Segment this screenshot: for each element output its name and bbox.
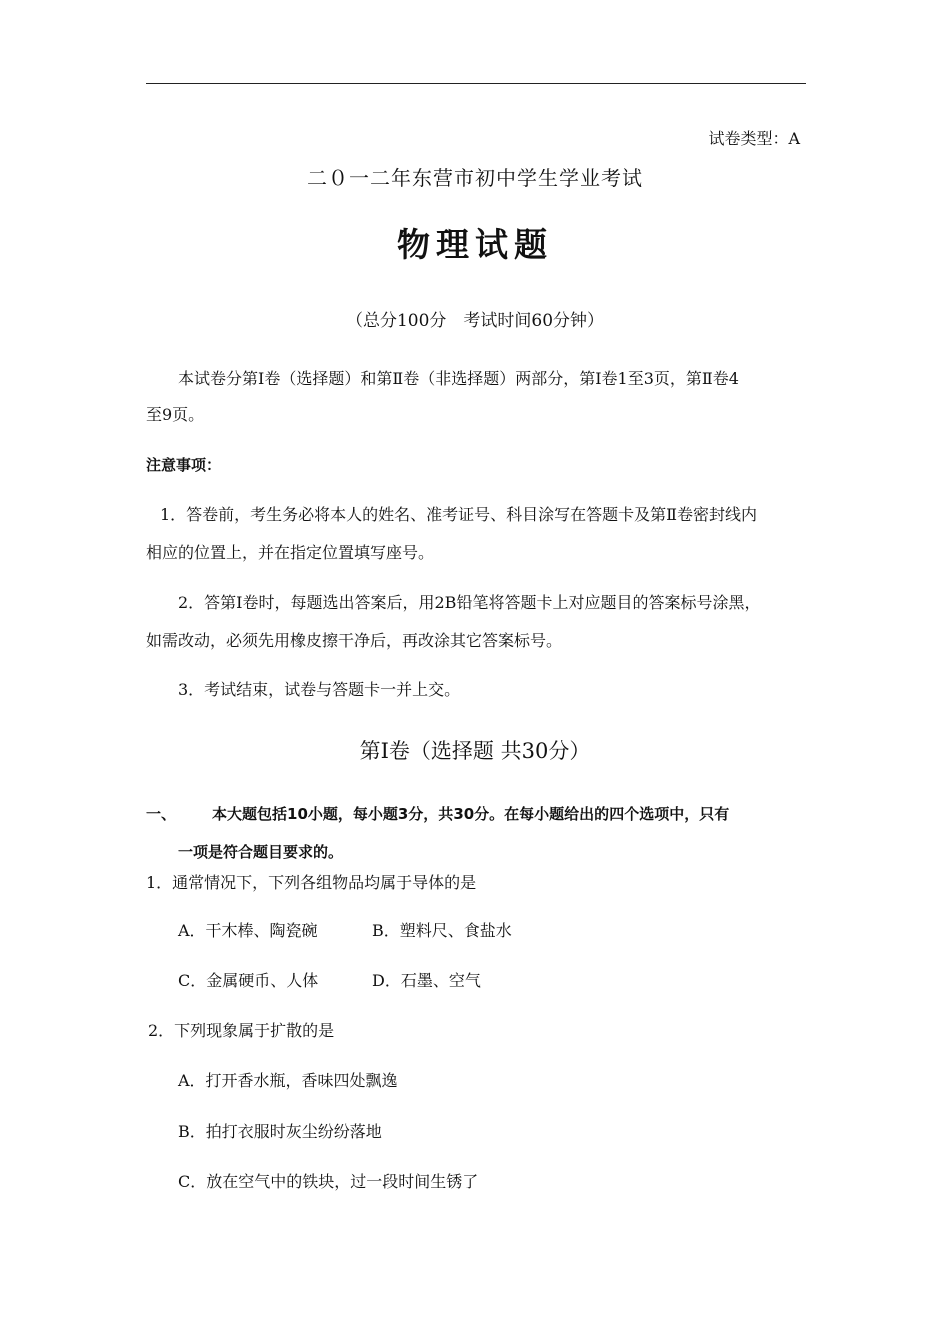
notice-item-1-line-1: 1．答卷前，考生务必将本人的姓名、准考证号、科目涂写在答题卡及第Ⅱ卷密封线内 [160,505,758,524]
exam-subtitle: （总分100分 考试时间60分钟） [345,311,605,331]
part-instruction-line-2: 一项是符合题目要求的。 [178,843,344,861]
paper-type: 试卷类型：A [708,129,800,148]
question-1-option-d: D．石墨、空气 [372,971,481,990]
notice-item-2-line-1: 2．答第Ⅰ卷时，每题选出答案后，用2B铅笔将答题卡上对应题目的答案标号涂黑， [178,593,761,612]
exam-name: 二０一二年东营市初中学生学业考试 [307,166,643,190]
part-number: 一、 [146,805,177,823]
question-1-option-c: C．金属硬币、人体 [178,971,319,990]
notice-item-1-line-2: 相应的位置上，并在指定位置填写座号。 [146,543,435,562]
question-1-option-b: B．塑料尺、食盐水 [372,921,512,940]
question-2-option-c: C．放在空气中的铁块，过一段时间生锈了 [178,1172,479,1191]
intro-line-1: 本试卷分第Ⅰ卷（选择题）和第Ⅱ卷（非选择题）两部分，第Ⅰ卷1至3页，第Ⅱ卷4 [178,369,739,388]
section-heading: 第Ⅰ卷（选择题 共30分） [359,739,591,763]
question-1-option-a: A．干木棒、陶瓷碗 [178,921,318,940]
question-1-stem: 1．通常情况下，下列各组物品均属于导体的是 [146,873,477,892]
header-rule [146,83,806,84]
notice-item-3: 3．考试结束，试卷与答题卡一并上交。 [178,680,461,699]
question-2-option-a: A．打开香水瓶，香味四处飘逸 [178,1071,398,1090]
question-2-stem: 2．下列现象属于扩散的是 [148,1021,335,1040]
notice-heading: 注意事项： [146,456,222,474]
notice-item-2-line-2: 如需改动，必须先用橡皮擦干净后，再改涂其它答案标号。 [146,631,563,650]
intro-line-2: 至9页。 [146,405,205,424]
page-title: 物理试题 [397,225,553,264]
question-2-option-b: B．拍打衣服时灰尘纷纷落地 [178,1122,382,1141]
part-instruction-line-1: 本大题包括10小题，每小题3分，共30分。在每小题给出的四个选项中，只有 [212,805,730,823]
